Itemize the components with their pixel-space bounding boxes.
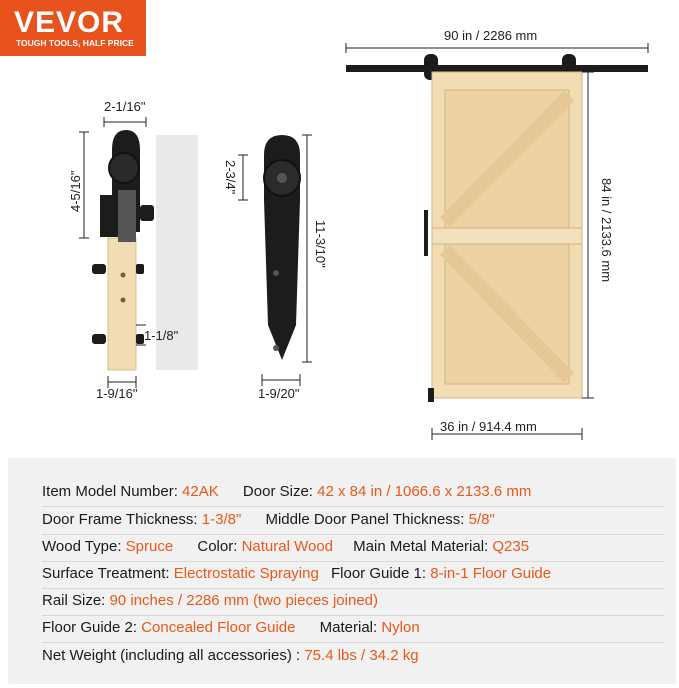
spec-label: Floor Guide 1: <box>330 565 431 582</box>
spec-label: Middle Door Panel Thickness: <box>265 511 469 528</box>
spec-value: Nylon <box>381 619 420 636</box>
spec-value: Electrostatic Spraying <box>173 565 319 582</box>
spec-row-rail <box>42 591 378 611</box>
flange-label: 1-1/8" <box>144 328 179 343</box>
strap-width-label: 1-9/20" <box>258 386 300 401</box>
strap-length-label: 11-3/10" <box>313 220 328 268</box>
spec-label: Door Size: <box>242 483 318 500</box>
spec-value: 42 x 84 in / 1066.6 x 2133.6 mm <box>317 483 532 500</box>
spec-row-weight <box>42 646 419 666</box>
spec-value: Spruce <box>125 538 174 555</box>
wheel-diameter-label: 2-3/4" <box>223 160 238 195</box>
spec-value: Natural Wood <box>241 538 333 555</box>
spec-row-thickness <box>42 510 495 530</box>
spec-panel <box>8 458 676 684</box>
spec-label: Net Weight (including all accessories) : <box>42 647 305 664</box>
spec-label: Material: <box>319 619 382 636</box>
spec-value: 75.4 lbs / 34.2 kg <box>304 647 419 664</box>
roller-side-view <box>79 117 198 388</box>
bracket-depth-label: 1-9/16" <box>96 386 138 401</box>
spec-value: 5/8" <box>468 511 495 528</box>
spec-label: Door Frame Thickness: <box>42 511 202 528</box>
roller-height-label: 4-5/16" <box>68 170 83 212</box>
spec-label: Floor Guide 2: <box>42 619 142 636</box>
spec-value: Q235 <box>492 538 530 555</box>
spec-label: Wood Type: <box>42 538 126 555</box>
spec-label: Main Metal Material: <box>353 538 493 555</box>
rail-length-label: 90 in / 2286 mm <box>444 28 538 43</box>
spec-label: Item Model Number: <box>42 483 183 500</box>
door-height-label: 84 in / 2133.6 mm <box>599 178 614 283</box>
roller-width-label: 2-1/16" <box>104 99 146 114</box>
logo-brand: VEVOR <box>14 6 125 39</box>
spec-value: 8-in-1 Floor Guide <box>430 565 552 582</box>
spec-row-wood <box>42 537 529 557</box>
spec-label: Color: <box>197 538 242 555</box>
spec-value: 90 inches / 2286 mm (two pieces joined) <box>109 592 379 609</box>
door-width-label: 36 in / 914.4 mm <box>440 419 537 434</box>
spec-label: Surface Treatment: <box>42 565 174 582</box>
spec-row-model <box>42 482 531 502</box>
logo-tagline: TOUGH TOOLS, HALF PRICE <box>16 38 134 48</box>
spec-value: 1-3/8" <box>201 511 242 528</box>
spec-label: Rail Size: <box>42 592 110 609</box>
spec-value: 42AK <box>182 483 219 500</box>
spec-row-surface <box>42 564 551 584</box>
spec-row-floor-guide <box>42 618 420 638</box>
spec-value: Concealed Floor Guide <box>141 619 296 636</box>
strap-front-view <box>238 135 312 386</box>
